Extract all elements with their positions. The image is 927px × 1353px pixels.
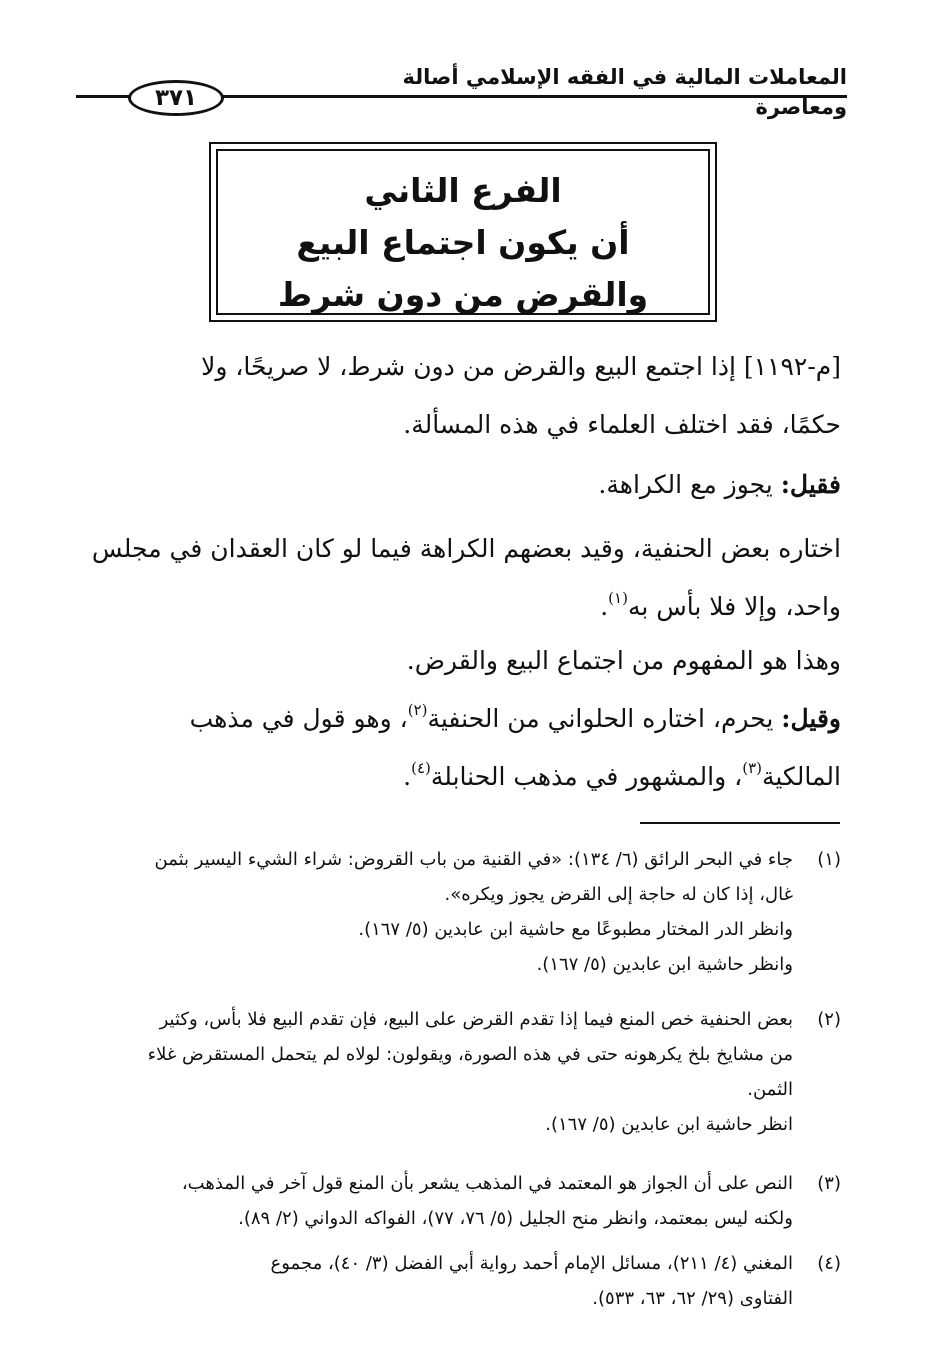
paragraph-5-text-b: ، وهو قول في مذهب [189, 704, 408, 733]
footnote-2 [70, 1002, 841, 1142]
footnote-text [70, 1166, 793, 1236]
footnote-line: الفتاوى (٢٩/ ٦٢، ٦٣، ٥٣٣). [592, 1288, 793, 1309]
section-title-line-1: الفرع الثاني [364, 171, 562, 210]
footnote-line: ولكنه ليس بمعتمد، وانظر منح الجليل (٥/ ٧٦، ٧٧)، الفواكه الدواني (٢/ ٨٩). [238, 1208, 793, 1229]
footnote-line: انظر حاشية ابن عابدين (٥/ ١٦٧). [545, 1114, 793, 1135]
section-title-inner-frame [216, 149, 710, 315]
footnote-ref-3[interactable]: (٣) [742, 759, 762, 777]
footnote-ref-4[interactable]: (٤) [411, 759, 431, 777]
paragraph-4 [72, 632, 841, 690]
footnote-number: (١) [817, 849, 841, 870]
paragraph-3-line-2 [72, 578, 841, 636]
paragraph-5-text-a: يحرم، اختاره الحلواني من الحنفية [427, 704, 782, 733]
footnote-line: من مشايخ بلخ يكرهونه حتى في هذه الصورة، ويقولون: لولاه لم يتحمل المستقرض غلاء [147, 1044, 793, 1065]
footnote-text [70, 1246, 793, 1316]
paragraph-2 [72, 456, 841, 514]
footnote-number: (٣) [817, 1173, 841, 1194]
paragraph-3-line-1: اختاره بعض الحنفية، وقيد بعضهم الكراهة فيما لو كان العقدان في مجلس [91, 534, 841, 563]
paragraph-1-line-1: [م-١١٩٢] إذا اجتمع البيع والقرض من دون شرط، لا صريحًا، ولا [201, 352, 841, 381]
footnote-ref-1[interactable]: (١) [608, 589, 628, 607]
footnote-separator [640, 822, 840, 824]
opinion-keyword: فقيل: [780, 470, 841, 499]
opinion-keyword-2: وقيل: [781, 704, 841, 733]
footnote-text [70, 842, 793, 982]
footnote-line: بعض الحنفية خص المنع فيما إذا تقدم القرض على البيع، فإن تقدم البيع فلا بأس، وكثير [159, 1009, 793, 1030]
footnote-line: وانظر حاشية ابن عابدين (٥/ ١٦٧). [536, 954, 793, 975]
section-title-box [209, 142, 717, 322]
paragraph-5-line-2-b: ، والمشهور في مذهب الحنابلة [430, 762, 743, 791]
paragraph-1 [72, 338, 841, 454]
page-number: ٣٧١ [128, 80, 224, 116]
footnote-text [70, 1002, 793, 1142]
footnote-line: المغني (٤/ ٢١١)، مسائل الإمام أحمد رواية أبي الفضل (٣/ ٤٠)، مجموع [270, 1253, 793, 1274]
running-header-title: المعاملات المالية في الفقه الإسلامي أصالة ومعاصرة [402, 65, 847, 119]
paragraph-5-line-1 [72, 690, 841, 748]
footnote-number: (٤) [817, 1253, 841, 1274]
footnote-line: جاء في البحر الرائق (٦/ ١٣٤): «في القنية من باب القروض: شراء الشيء اليسير بثمن [154, 849, 793, 870]
footnote-line: غال، إذا كان له حاجة إلى القرض يجوز ويكره». [444, 884, 793, 905]
section-title-line-3: والقرض من دون شرط [277, 275, 649, 314]
paragraph-3-end: . [600, 592, 609, 621]
paragraph-3 [72, 520, 841, 636]
paragraph-5-end: . [403, 762, 412, 791]
paragraph-4-line: وهذا هو المفهوم من اجتماع البيع والقرض. [406, 646, 841, 675]
paragraph-5-line-2 [72, 748, 841, 806]
paragraph-5-line-2-a: المالكية [761, 762, 841, 791]
footnote-1 [70, 842, 841, 982]
paragraph-3-line-2-text: واحد، وإلا فلا بأس به [627, 592, 841, 621]
paragraph-5 [72, 690, 841, 806]
footnote-number: (٢) [817, 1009, 841, 1030]
footnote-line: النص على أن الجواز هو المعتمد في المذهب يشعر بأن المنع قول آخر في المذهب، [181, 1173, 793, 1194]
footnote-line: الثمن. [747, 1079, 793, 1100]
paragraph-2-line [72, 456, 841, 514]
footnote-ref-2[interactable]: (٢) [407, 701, 428, 719]
footnote-3 [70, 1166, 841, 1236]
footnote-4 [70, 1246, 841, 1316]
section-title-line-2: أن يكون اجتماع البيع [296, 223, 630, 262]
footnote-line: وانظر الدر المختار مطبوعًا مع حاشية ابن عابدين (٥/ ١٦٧). [358, 919, 793, 940]
paragraph-2-text: يجوز مع الكراهة. [598, 470, 781, 499]
paragraph-1-line-2: حكمًا، فقد اختلف العلماء في هذه المسألة. [403, 410, 841, 439]
